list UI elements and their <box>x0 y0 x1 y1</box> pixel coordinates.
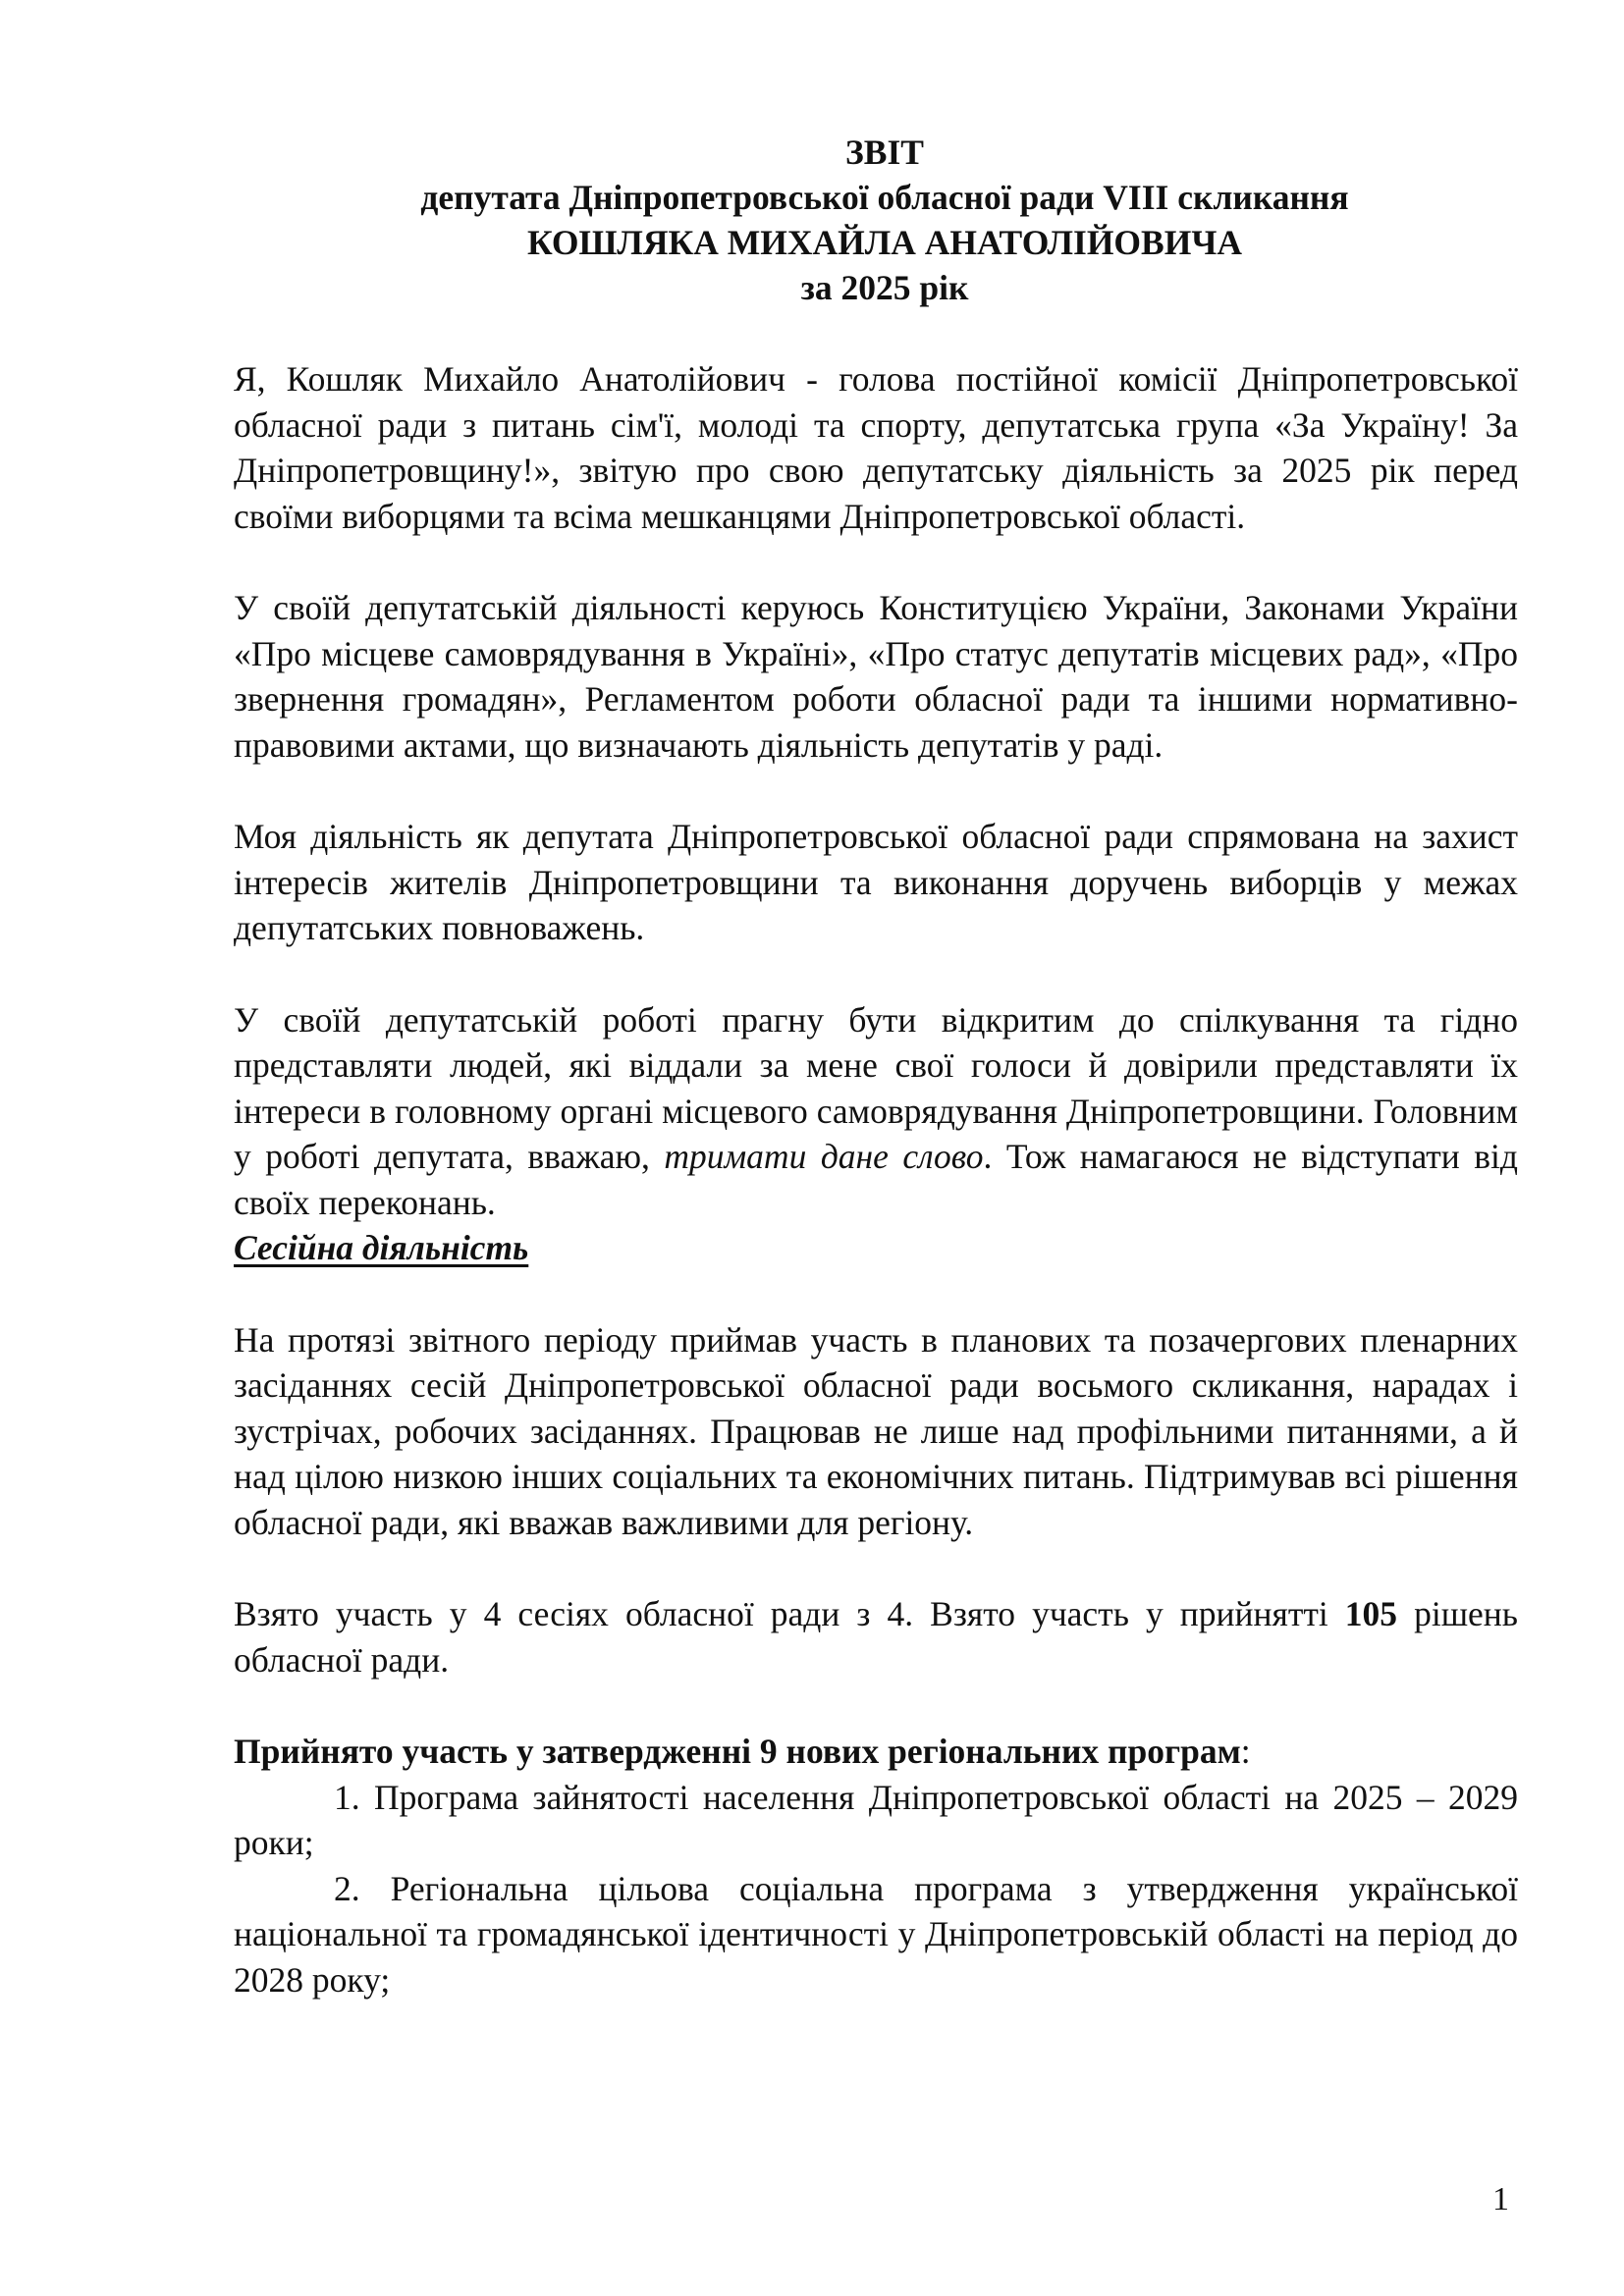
legal-basis-paragraph: У своїй депутатській діяльності керуюсь Конституцією України, Законами України «Про місцеве самоврядування в Україні», «Про статус депутатів місцевих рад», «Про звернення громадян», Регламентом роботи обласної ради та іншими нормативно-правовими актами, що визначають діяльність депутатів у раді. <box>234 588 1518 765</box>
deputy-name: КОШЛЯКА МИХАЙЛА АНАТОЛІЙОВИЧА <box>526 223 1243 262</box>
decisions-count: 105 <box>1344 1594 1398 1633</box>
principles-paragraph <box>234 997 1518 1226</box>
participation-text-end: рішень обласної ради. <box>234 1594 1518 1680</box>
report-subtitle: депутата Дніпропетровської обласної ради VIII скликання <box>420 178 1349 217</box>
section-title-session <box>234 1225 1518 1271</box>
document-page <box>234 130 1518 2002</box>
programs-heading-text: Прийнято участь у затвердженні 9 нових регіональних програм <box>234 1732 1241 1771</box>
session-paragraph: На протязі звітного періоду приймав участь в планових та позачергових пленарних засіданнях сесій Дніпропетровської обласної ради восьмого скликання, нарадах і зустрічах, робочих засіданнях. Працював не лише над профільними питаннями, а й над цілою низкою інших соціальних та економічних питань. Підтримував всі рішення обласної ради, які вважав важливими для регіону. <box>234 1319 1518 1542</box>
activity-paragraph: Моя діяльність як депутата Дніпропетровської обласної ради спрямована на захист інтересів жителів Дніпропетровщини та виконання доручень виборців у межах депутатських повноважень. <box>234 817 1518 947</box>
participation-text-start: Взято участь у 4 сесіях обласної ради з 4. Взято участь у прийнятті <box>234 1594 1345 1633</box>
principles-italic-phrase: тримати дане слово <box>664 1137 984 1176</box>
principles-text-end: . Тож намагаюся не відступати від своїх переконань. <box>234 1137 1518 1222</box>
intro-paragraph: Я, Кошляк Михайло Анатолійович - голова постійної комісії Дніпропетровської обласної ради з питань сім'ї, молоді та спорту, депутатська група «За Україну! За Дніпропетровщину!», звітую про свою депутатську діяльність за 2025 рік перед своїми виборцями та всіма мешканцями Дніпропетровської області. <box>234 359 1518 536</box>
program-item-2: 2. Регіональна цільова соціальна програма з утвердження української національної та громадянської ідентичності у Дніпропетровській області на період до 2028 року; <box>234 1868 1518 2000</box>
program-item-1: 1. Програма зайнятості населення Дніпропетровської області на 2025 – 2029 роки; <box>234 1777 1518 1862</box>
participation-paragraph <box>234 1591 1518 1682</box>
report-title: ЗВІТ <box>845 133 924 172</box>
principles-text-start: У своїй депутатській роботі прагну бути відкритим до спілкування та гідно представляти людей, які віддали за мене свої голоси й довірили представляти їх інтереси в головному органі місцевого самоврядування Дніпропетровщини. Головним у роботі депутата, вважаю, <box>234 999 1518 1176</box>
programs-heading <box>234 1729 1518 1775</box>
programs-heading-colon: : <box>1240 1732 1251 1771</box>
section-title-text: Сесійна діяльність <box>234 1228 529 1267</box>
report-header <box>234 130 1518 310</box>
page-number: 1 <box>1492 2181 1509 2217</box>
report-year: за 2025 рік <box>800 268 969 307</box>
